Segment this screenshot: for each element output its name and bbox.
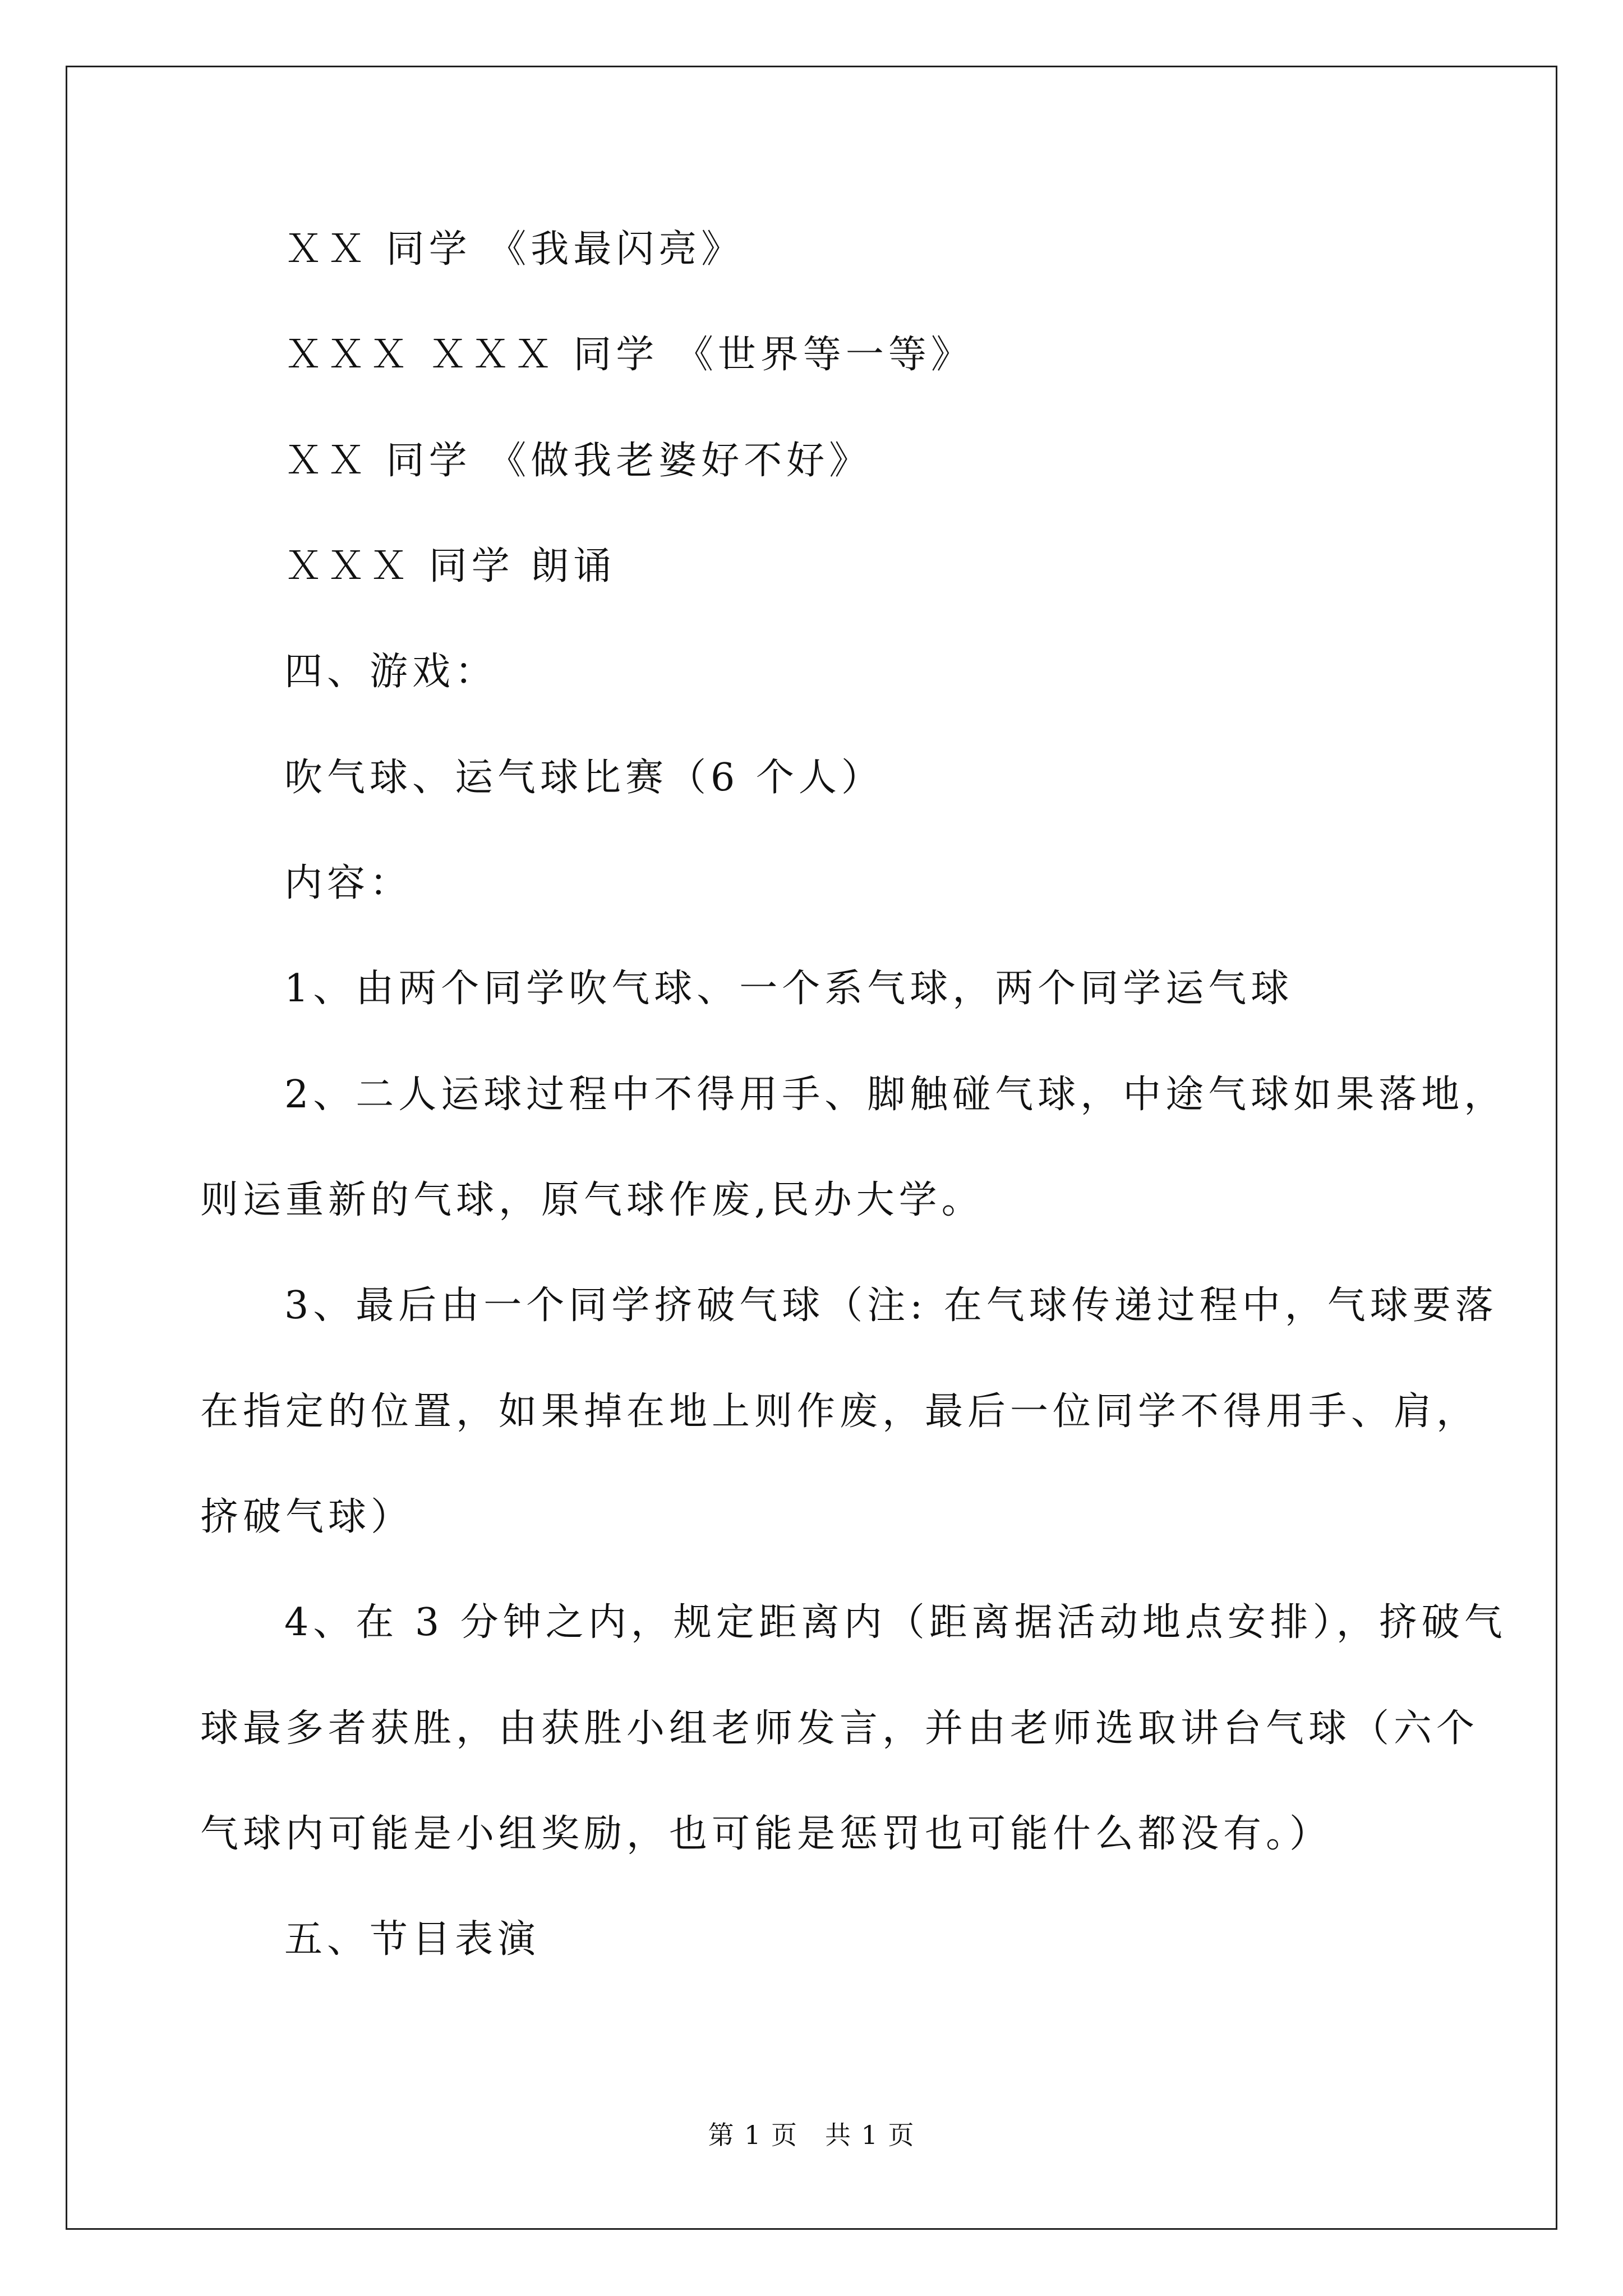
list-item-continuation: 则运重新的气球，原气球作废,民办大学。 <box>200 1178 984 1222</box>
text-line: ＸＸＸ 同学 朗诵 <box>284 544 616 588</box>
list-item-continuation: 气球内可能是小组奖励，也可能是惩罚也可能什么都没有。） <box>200 1812 1332 1856</box>
text-line: 内容： <box>284 861 413 905</box>
list-item: 2、二人运球过程中不得用手、脚触碰气球，中途气球如果落地， <box>284 1073 1507 1117</box>
list-item: 3、最后由一个同学挤破气球（注: 在气球传递过程中，气球要落 <box>284 1283 1498 1328</box>
page-border <box>66 66 1557 2230</box>
text-line: ＸＸ 同学 《我最闪亮》 <box>284 227 744 272</box>
section-heading: 五、节目表演 <box>284 1917 541 1962</box>
list-item: 4、在 3 分钟之内，规定距离内（距离据活动地点安排），挤破气 <box>284 1600 1507 1645</box>
page-footer: 第 1 页 共 1 页 <box>708 2120 915 2150</box>
text-line: ＸＸ 同学 《做我老婆好不好》 <box>284 439 872 483</box>
list-item-continuation: 球最多者获胜，由获胜小组老师发言，并由老师选取讲台气球（六个 <box>200 1706 1479 1751</box>
list-item: 1、由两个同学吹气球、一个系气球，两个同学运气球 <box>284 967 1294 1011</box>
list-item-continuation: 在指定的位置，如果掉在地上则作废，最后一位同学不得用手、肩， <box>200 1389 1479 1434</box>
text-line: 吹气球、运气球比赛（6 个人） <box>284 756 884 800</box>
list-item-continuation: 挤破气球） <box>200 1495 414 1539</box>
section-heading: 四、游戏： <box>284 650 498 694</box>
text-line: ＸＸＸ ＸＸＸ 同学 《世界等一等》 <box>284 333 974 377</box>
